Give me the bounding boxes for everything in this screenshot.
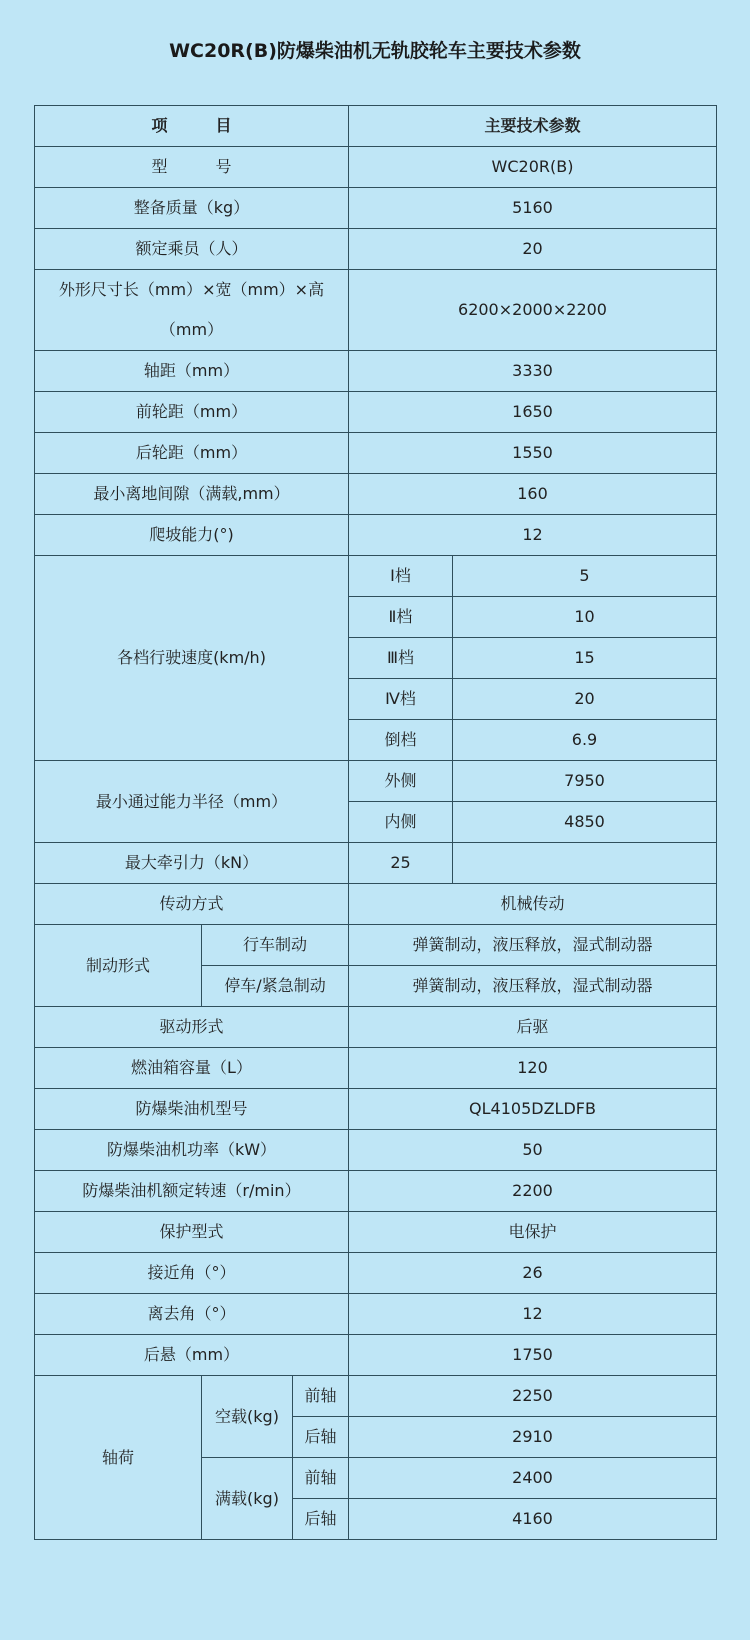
table-row [35, 270, 717, 351]
row-label: 型 号 [35, 147, 349, 188]
axle-value: 4160 [349, 1499, 717, 1540]
table-row [35, 392, 717, 433]
row-value: 12 [349, 515, 717, 556]
table-row [35, 1089, 717, 1130]
empty-cell [453, 843, 717, 884]
row-value: 3330 [349, 351, 717, 392]
gear-label: 倒档 [349, 720, 453, 761]
side-value: 7950 [453, 761, 717, 802]
row-label: 前轮距（mm） [35, 392, 349, 433]
gear-value: 20 [453, 679, 717, 720]
table-row [35, 433, 717, 474]
row-label: 爬坡能力(°) [35, 515, 349, 556]
gear-label: Ⅲ档 [349, 638, 453, 679]
row-label: 防爆柴油机功率（kW） [35, 1130, 349, 1171]
table-row [35, 556, 717, 597]
row-value: 后驱 [349, 1007, 717, 1048]
gear-value: 6.9 [453, 720, 717, 761]
axle-label: 后轴 [293, 1417, 349, 1458]
row-value: 5160 [349, 188, 717, 229]
table-row [35, 1171, 717, 1212]
row-value: 1750 [349, 1335, 717, 1376]
row-label: 轴荷 [35, 1376, 202, 1540]
spec-table [34, 105, 717, 1540]
axle-value: 2250 [349, 1376, 717, 1417]
gear-value: 5 [453, 556, 717, 597]
brake-value: 弹簧制动，液压释放，湿式制动器 [349, 966, 717, 1007]
row-value: 120 [349, 1048, 717, 1089]
brake-type: 行车制动 [202, 925, 349, 966]
row-label: 制动形式 [35, 925, 202, 1007]
row-label: 轴距（mm） [35, 351, 349, 392]
header-item: 项 目 [35, 106, 349, 147]
table-row [35, 884, 717, 925]
row-value: 26 [349, 1253, 717, 1294]
page-title: WC20R(B)防爆柴油机无轨胶轮车主要技术参数 [169, 40, 581, 62]
table-row [35, 188, 717, 229]
row-label: 后悬（mm） [35, 1335, 349, 1376]
axle-label: 前轴 [293, 1376, 349, 1417]
table-row [35, 1007, 717, 1048]
table-row [35, 474, 717, 515]
axle-value: 2910 [349, 1417, 717, 1458]
gear-label: Ⅱ档 [349, 597, 453, 638]
brake-type: 停车/紧急制动 [202, 966, 349, 1007]
load-state: 空载(kg) [202, 1376, 293, 1458]
table-row [35, 843, 717, 884]
row-label: 燃油箱容量（L） [35, 1048, 349, 1089]
row-value: 160 [349, 474, 717, 515]
table-row [35, 1253, 717, 1294]
gear-label: Ⅳ档 [349, 679, 453, 720]
axle-value: 2400 [349, 1458, 717, 1499]
table-row [35, 229, 717, 270]
gear-value: 15 [453, 638, 717, 679]
row-value: 50 [349, 1130, 717, 1171]
row-label: 防爆柴油机额定转速（r/min） [35, 1171, 349, 1212]
row-value: 1650 [349, 392, 717, 433]
header-row [35, 106, 717, 147]
table-row [35, 1130, 717, 1171]
row-value: 机械传动 [349, 884, 717, 925]
table-row [35, 1048, 717, 1089]
side-value: 4850 [453, 802, 717, 843]
row-label: 离去角（°） [35, 1294, 349, 1335]
row-label: 传动方式 [35, 884, 349, 925]
table-row [35, 1376, 717, 1417]
table-row [35, 925, 717, 966]
axle-label: 后轴 [293, 1499, 349, 1540]
row-value: WC20R(B) [349, 147, 717, 188]
header-value: 主要技术参数 [349, 106, 717, 147]
gear-label: Ⅰ档 [349, 556, 453, 597]
table-row [35, 351, 717, 392]
row-label: 驱动形式 [35, 1007, 349, 1048]
row-label: 额定乘员（人） [35, 229, 349, 270]
gear-value: 10 [453, 597, 717, 638]
row-label: 整备质量（kg） [35, 188, 349, 229]
row-label: 最小离地间隙（满载,mm） [35, 474, 349, 515]
row-value: 电保护 [349, 1212, 717, 1253]
row-label: 最大牵引力（kN） [35, 843, 349, 884]
table-row [35, 1294, 717, 1335]
row-value: QL4105DZLDFB [349, 1089, 717, 1130]
row-value: 12 [349, 1294, 717, 1335]
row-value: 6200×2000×2200 [349, 270, 717, 351]
row-label: 接近角（°） [35, 1253, 349, 1294]
axle-label: 前轴 [293, 1458, 349, 1499]
row-value: 2200 [349, 1171, 717, 1212]
side-label: 外侧 [349, 761, 453, 802]
row-label: 各档行驶速度(km/h) [35, 556, 349, 761]
table-row [35, 761, 717, 802]
row-value: 25 [349, 843, 453, 884]
row-value: 1550 [349, 433, 717, 474]
table-row [35, 1212, 717, 1253]
row-label: 防爆柴油机型号 [35, 1089, 349, 1130]
table-row [35, 147, 717, 188]
side-label: 内侧 [349, 802, 453, 843]
load-state: 满载(kg) [202, 1458, 293, 1540]
row-value: 20 [349, 229, 717, 270]
table-row [35, 515, 717, 556]
row-label: 最小通过能力半径（mm） [35, 761, 349, 843]
brake-value: 弹簧制动，液压释放，湿式制动器 [349, 925, 717, 966]
row-label: 保护型式 [35, 1212, 349, 1253]
table-row [35, 1335, 717, 1376]
row-label: 外形尺寸长（mm）×宽（mm）×高（mm） [35, 270, 349, 351]
row-label: 后轮距（mm） [35, 433, 349, 474]
